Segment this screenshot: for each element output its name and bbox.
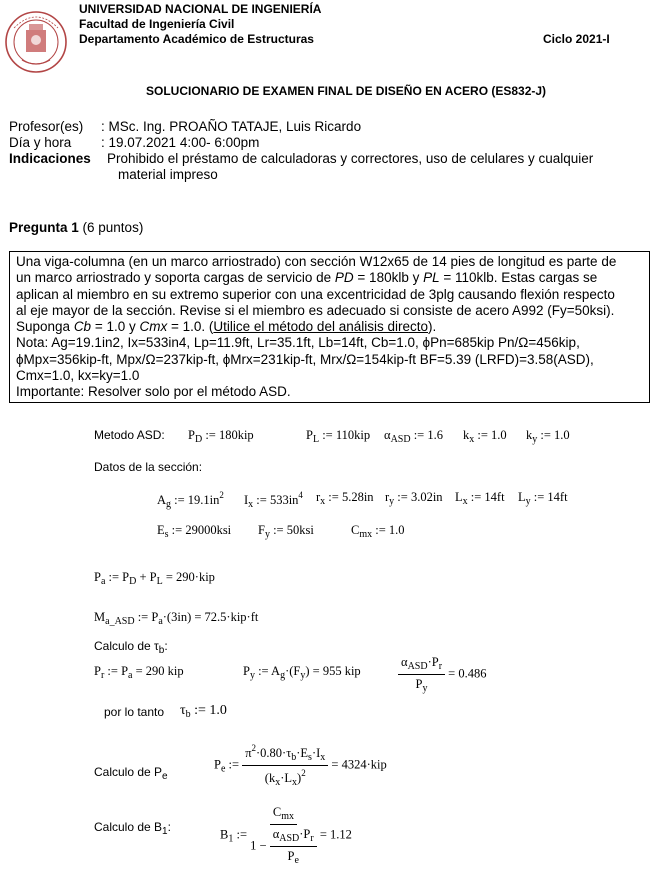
department-name: Departamento Académico de Estructuras: [79, 32, 314, 46]
document-title: SOLUCIONARIO DE EXAMEN FINAL DE DISEÑO EN ACERO (ES832-J): [146, 84, 547, 98]
cmx-symbol: Cmx: [139, 319, 168, 335]
faculty-name: Facultad de Ingeniería Civil: [79, 17, 235, 31]
fy-definition: $F_y$ := 50ksi: [258, 523, 314, 540]
ix-definition: $I_x$ := $533in^4$: [244, 490, 303, 510]
ag-definition: $A_g$ := $19.1in^2$: [157, 490, 224, 510]
metodo-asd-label: Metodo ASD:: [94, 428, 165, 442]
ma-equation: $M_{a\_ASD}$ := $P_a\cdot(3in) = 72.5\cdot kip\cdot ft$: [94, 610, 259, 627]
university-name: UNIVERSIDAD NACIONAL DE INGENIERÍA: [79, 2, 322, 16]
pd-symbol: PD: [334, 270, 354, 286]
py-equation: $P_y$ := $A_g\cdot(F_y) = 955$ kip: [243, 664, 361, 681]
rx-definition: $r_x$ := 5.28in: [316, 490, 374, 507]
ly-definition: $L_y$ := 14ft: [518, 490, 568, 507]
problem-line: Suponga Cb = 1.0 y Cmx = 1.0. (Utilice el método del análisis directo).: [16, 319, 437, 335]
problem-line: un marco arriostrado y soporta cargas de servicio de PD = 180klb y PL = 110klb. Estas cargas se: [16, 270, 598, 286]
fecha-value: : 19.07.2021 4:00- 6:00pm: [101, 135, 260, 150]
kx-definition: $k_x$ := 1.0: [463, 428, 507, 445]
profesor-label: Profesor(es): [9, 119, 84, 134]
method-underline: Utilice el método del análisis directo: [213, 319, 428, 335]
problem-line: Una viga-columna (en un marco arriostrado) con sección W12x65 de 14 pies de longitud es parte de: [16, 254, 617, 269]
question-heading: [9, 220, 143, 236]
section-data-label: Datos de la sección:: [94, 460, 203, 474]
cmx-definition: $C_{mx}$ := 1.0: [351, 523, 405, 540]
b1-equation: $B_1$ := $C_{mx}$ 1 − $\frac{\alpha_{ASD}\cdot P_r}{P_e}$ = 1.12: [220, 805, 352, 866]
pr-equation: $P_r$ := $P_a = 290$ kip: [94, 664, 184, 681]
fecha-label: Día y hora: [9, 135, 72, 150]
alpha-asd-definition: $\alpha_{ASD}$ := 1.6: [384, 428, 443, 445]
problem-line: aplican al miembro en su extremo superior con una excentricidad de 3plg causando flexión respecto: [16, 286, 615, 302]
pl-definition: $P_L$ := 110kip: [306, 428, 371, 445]
problem-statement-box: [9, 251, 650, 403]
university-seal: [4, 2, 68, 84]
por-lo-tanto-label: por lo tanto: [104, 705, 165, 719]
ky-definition: $k_y$ := 1.0: [526, 428, 570, 445]
calc-b1-label: Calculo de $B_1$:: [94, 820, 171, 837]
cb-symbol: Cb: [73, 319, 92, 335]
question-points: (6 puntos): [78, 220, 144, 235]
tau-b-definition: $\tau_b$ := 1.0: [180, 703, 227, 720]
indicaciones-line2: material impreso: [118, 167, 218, 182]
calc-tau-label: Calculo de $\tau_b$:: [94, 639, 168, 656]
ry-definition: $r_y$ := 3.02in: [385, 490, 443, 507]
es-definition: $E_s$ := 29000ksi: [157, 523, 232, 540]
indicaciones-line1: Prohibido el préstamo de calculadoras y correctores, uso de celulares y cualquier: [107, 151, 594, 166]
indicaciones-label: Indicaciones: [9, 151, 91, 166]
calc-pe-label: Calculo de $P_e$: [94, 765, 168, 782]
question-label: Pregunta 1: [9, 220, 79, 235]
profesor-value: : MSc. Ing. PROAÑO TATAJE, Luis Ricardo: [101, 119, 362, 134]
pa-equation: $P_a$ := $P_D + P_L = 290\cdot kip$: [94, 570, 215, 587]
note-line: Nota: Ag=19.1in2, Ix=533in4, Lp=11.9ft, Lr=35.1ft, Lb=14ft, Cb=1.0, ϕPn=685kip Pn/Ω=456kip,: [16, 335, 580, 351]
lx-definition: $L_x$ := 14ft: [455, 490, 505, 507]
note-line: Cmx=1.0, kx=ky=1.0: [16, 368, 140, 384]
cycle-label: Ciclo 2021-I: [543, 32, 610, 46]
problem-line: al eje mayor de la sección. Revise si el miembro es adecuado si consiste de acero A992 (Fy=50ksi).: [16, 302, 615, 318]
load-ratio-equation: $\frac{\alpha_{ASD}\cdot P_r}{P_y}$ = 0.486: [398, 655, 486, 694]
important-line: Importante: Resolver solo por el método ASD.: [16, 384, 291, 400]
pl-symbol: PL: [423, 270, 440, 286]
pe-equation: $P_e$ := $\frac{\pi^2\cdot 0.80\cdot\tau_b\cdot E_s\cdot I_x}{(k_x\cdot L_x)^2}$ = 4324·kip: [214, 743, 387, 788]
note-line: ϕMpx=356kip-ft, Mpx/Ω=237kip-ft, ϕMrx=231kip-ft, Mrx/Ω=154kip-ft BF=5.39 (LRFD)=3.58(ASD),: [16, 351, 594, 367]
pd-definition: $P_D$ := 180kip: [188, 428, 254, 445]
